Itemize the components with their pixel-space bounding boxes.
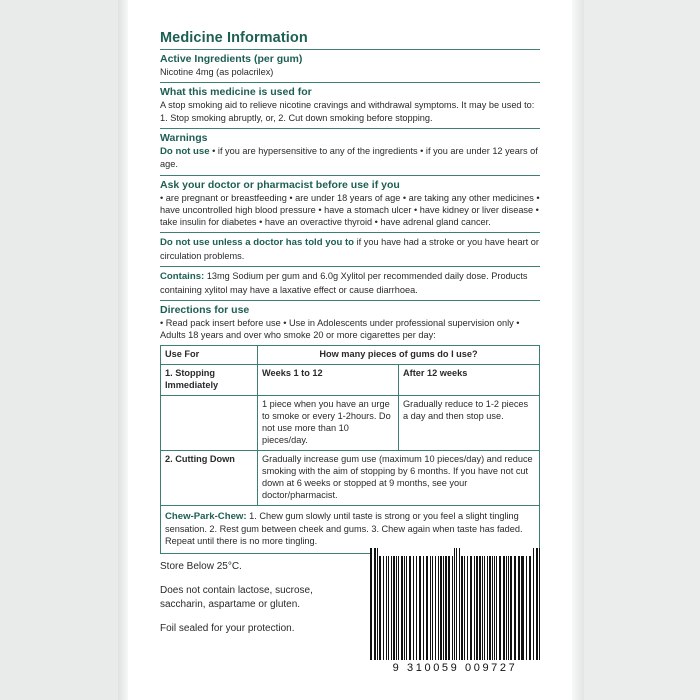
cell-cutting-down: Gradually increase gum use (maximum 10 pieces/day) and reduce smoking with the aim of stopping by 6 months. If you have not cut down at 6 weeks or stopped at 9 months, see your doctor/pharmacist. (258, 450, 540, 505)
table-header-row (161, 346, 540, 365)
row-label-spacer (161, 396, 258, 451)
section-heading: Directions for use (160, 303, 250, 316)
table-header-how-many: How many pieces of gums do I use? (258, 346, 540, 365)
do-not-use-text: • if you are hypersensitive to any of the ingredients • if you are under 12 years of age. (160, 145, 538, 170)
section-body (160, 270, 540, 296)
section-heading: Ask your doctor or pharmacist before use if you (160, 178, 400, 191)
section-body: A stop smoking aid to relieve nicotine cravings and withdrawal symptoms. It may be used to: 1. Stop smoking abruptly, or, 2. Cut down smoking before stopping. (160, 100, 535, 123)
table-subheader-row (161, 365, 540, 396)
section-ask-doctor (160, 175, 540, 233)
pack-left-edge-highlight (118, 0, 128, 700)
barcode (370, 548, 540, 674)
row-label-stopping: 1. Stopping Immediately (161, 365, 258, 396)
barcode-number: 9 310059 009727 (392, 662, 518, 674)
section-contains (160, 266, 540, 300)
section-uses (160, 82, 540, 127)
row-label-cutting-down: 2. Cutting Down (161, 450, 258, 505)
medicine-information-panel (160, 30, 540, 554)
section-body: • Read pack insert before use • Use in Adolescents under professional supervision only • Adults 18 years and over who smoke 20 or more cigarettes per day: (160, 317, 520, 340)
cell-stopping-weeks: 1 piece when you have an urge to smoke or every 1-2hours. Do not use more than 10 pieces/day. (258, 396, 399, 451)
pack-left-edge-shadow (0, 0, 128, 700)
doctor-told-you-label: Do not use unless a doctor has told you to (160, 237, 355, 249)
section-heading: Active Ingredients (per gum) (160, 53, 303, 65)
section-body: • are pregnant or breastfeeding • are under 18 years of age • are taking any other medicines • have uncontrolled high blood pressure • have a stomach ulcer • have kidney or liver disease • take insulin for diabetes • have an overactive thyroid • have adrenal gland cancer. (160, 192, 540, 227)
section-body (160, 145, 540, 171)
section-directions (160, 300, 540, 345)
table-row (161, 396, 540, 451)
table-header-weeks: Weeks 1 to 12 (258, 365, 399, 396)
chew-park-chew-heading: Chew-Park-Chew: (165, 510, 247, 522)
dosage-table (160, 345, 540, 505)
chew-park-chew-body: 1. Chew gum slowly until taste is strong or you feel a slight tingling sensation. 2. Rest gum between cheek and gums. 3. Chew again when taste has faded. Repeat until there is no more tingling. (165, 510, 523, 547)
panel-title: Medicine Information (160, 30, 308, 46)
table-header-after: After 12 weeks (399, 365, 540, 396)
barcode-bars (370, 548, 540, 660)
cell-stopping-after: Gradually reduce to 1-2 pieces a day and then stop use. (399, 396, 540, 451)
pack-right-edge-highlight (572, 0, 584, 700)
chew-park-chew-note (160, 506, 540, 554)
section-body: Nicotine 4mg (as polacrilex) (160, 67, 274, 78)
contains-label: Contains: (160, 270, 205, 282)
section-heading: What this medicine is used for (160, 86, 312, 99)
table-header-use-for: Use For (161, 346, 258, 365)
section-active-ingredients (160, 49, 540, 82)
pack-right-edge-shadow (576, 0, 700, 700)
footer-notes (160, 560, 360, 645)
allergen-note: Does not contain lactose, sucrose, saccharin, aspartame or gluten. (160, 584, 313, 610)
doctor-told-you-text: if you have had a stroke or you have heart or circulation problems. (160, 237, 539, 261)
storage-note: Store Below 25°C. (160, 561, 242, 572)
section-doctor-told-you (160, 232, 540, 266)
contains-text: 13mg Sodium per gum and 6.0g Xylitol per recommended daily dose. Products containing xylitol may have a laxative effect or cause diarrhoea. (160, 270, 528, 295)
section-heading: Warnings (160, 131, 208, 144)
foil-seal-note: Foil sealed for your protection. (160, 622, 295, 634)
section-body (160, 236, 540, 262)
section-warnings (160, 128, 540, 175)
table-row (161, 450, 540, 505)
do-not-use-label: Do not use (160, 145, 210, 157)
